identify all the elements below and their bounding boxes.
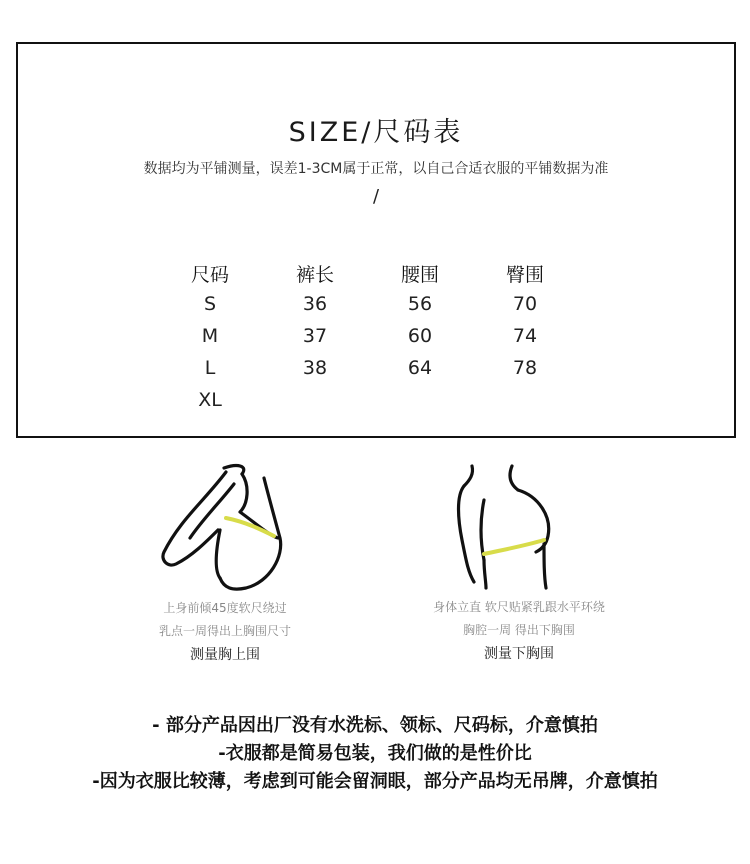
size-chart-panel bbox=[16, 42, 736, 438]
table-cell: 70 bbox=[512, 293, 538, 315]
separator-slash: / bbox=[372, 186, 380, 207]
header-size: 尺码 bbox=[190, 264, 229, 286]
upper-bust-instruction-1: 上身前倾45度软尺绕过 bbox=[163, 601, 287, 615]
upper-bust-caption bbox=[85, 597, 365, 664]
lower-bust-label: 测量下胸围 bbox=[484, 646, 554, 662]
table-cell: 37 bbox=[302, 325, 328, 347]
table-cell: 56 bbox=[407, 293, 433, 315]
table-cell: 60 bbox=[407, 325, 433, 347]
table-cell: S bbox=[203, 293, 217, 315]
table-cell: 64 bbox=[407, 357, 433, 379]
lower-bust-diagram bbox=[440, 460, 580, 595]
table-cell: XL bbox=[198, 389, 222, 411]
lower-bust-instruction-2: 胸腔一周 得出下胸围 bbox=[463, 623, 575, 637]
table-cell: L bbox=[204, 357, 216, 379]
standing-torso-illustration bbox=[440, 460, 580, 595]
table-cell: 74 bbox=[512, 325, 538, 347]
header-waist: 腰围 bbox=[400, 264, 439, 286]
table-cell: 78 bbox=[512, 357, 538, 379]
upper-bust-instruction-2: 乳点一周得出上胸围尺寸 bbox=[158, 624, 291, 638]
table-cell: M bbox=[201, 325, 219, 347]
size-chart-subtitle: 数据均为平铺测量，误差1-3CM属于正常，以自己合适衣服的平铺数据为准 bbox=[143, 161, 609, 177]
lower-bust-caption bbox=[379, 596, 659, 663]
note-line: - 部分产品因出厂没有水洗标、领标、尺码标，介意慎拍 bbox=[152, 715, 598, 736]
header-hip: 臀围 bbox=[505, 264, 544, 286]
lower-bust-instruction-1: 身体立直 软尺贴紧乳跟水平环绕 bbox=[433, 600, 605, 614]
size-table bbox=[18, 44, 734, 436]
header-pants-length: 裤长 bbox=[295, 264, 334, 286]
note-line: -因为衣服比较薄，考虑到可能会留洞眼，部分产品均无吊牌，介意慎拍 bbox=[92, 771, 658, 792]
table-cell: 38 bbox=[302, 357, 328, 379]
upper-bust-diagram bbox=[150, 460, 300, 595]
upper-bust-label: 测量胸上围 bbox=[190, 647, 260, 663]
notes-section bbox=[0, 712, 750, 796]
table-cell: 36 bbox=[302, 293, 328, 315]
size-chart-title: SIZE/尺码表 bbox=[288, 117, 464, 148]
note-line: -衣服都是简易包装，我们做的是性价比 bbox=[218, 743, 532, 764]
leaning-torso-illustration bbox=[150, 460, 300, 595]
